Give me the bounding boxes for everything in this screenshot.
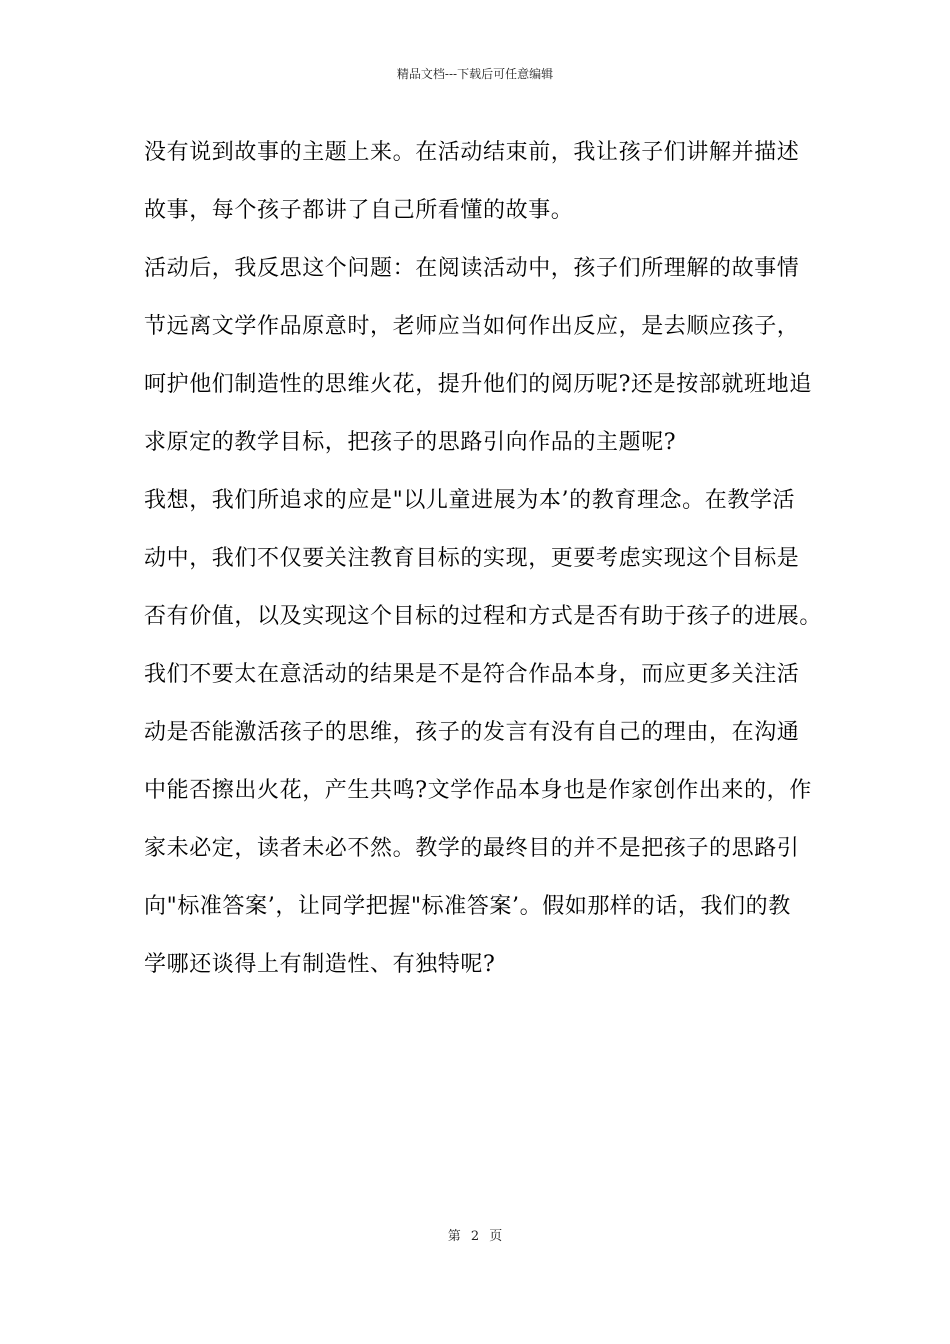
body-line: 没有说到故事的主题上来。在活动结束前，我让孩子们讲解并描述: [144, 140, 800, 165]
body-line: 学哪还谈得上有制造性、有独特呢?: [144, 952, 496, 977]
body-line: 故事，每个孩子都讲了自己所看懂的故事。: [144, 198, 574, 223]
body-line: 呵护他们制造性的思维火花，提升他们的阅历呢?还是按部就班地追: [144, 372, 812, 397]
document-header: 精品文档---下载后可任意编辑: [396, 67, 554, 81]
document-body: [144, 127, 824, 997]
body-line: 否有价值，以及实现这个目标的过程和方式是否有助于孩子的进展。: [144, 604, 823, 629]
body-line: 向"标准答案’，让同学把握"标准答案’。假如那样的话，我们的教: [144, 894, 791, 919]
page-number: 2: [470, 1229, 480, 1244]
page-number-suffix: 页: [489, 1229, 503, 1244]
page-number-prefix: 第: [447, 1229, 461, 1244]
body-line: 动是否能激活孩子的思维，孩子的发言有没有自己的理由，在沟通: [144, 720, 800, 745]
body-line: 求原定的教学目标，把孩子的思路引向作品的主题呢?: [144, 430, 677, 455]
body-line: 我们不要太在意活动的结果是不是符合作品本身，而应更多关注活: [144, 662, 800, 687]
body-line: 节远离文学作品原意时，老师应当如何作出反应，是去顺应孩子，: [144, 314, 800, 339]
body-line: 动中，我们不仅要关注教育目标的实现，更要考虑实现这个目标是: [144, 546, 800, 571]
body-line: 我想，我们所追求的应是"以儿童进展为本’的教育理念。在教学活: [144, 488, 796, 513]
page-footer: [0, 1228, 950, 1246]
body-line: 中能否擦出火花，产生共鸣?文学作品本身也是作家创作出来的，作: [144, 778, 812, 803]
body-line: 家未必定，读者未必不然。教学的最终目的并不是把孩子的思路引: [144, 836, 800, 861]
body-line: 活动后，我反思这个问题：在阅读活动中，孩子们所理解的故事情: [144, 256, 800, 281]
